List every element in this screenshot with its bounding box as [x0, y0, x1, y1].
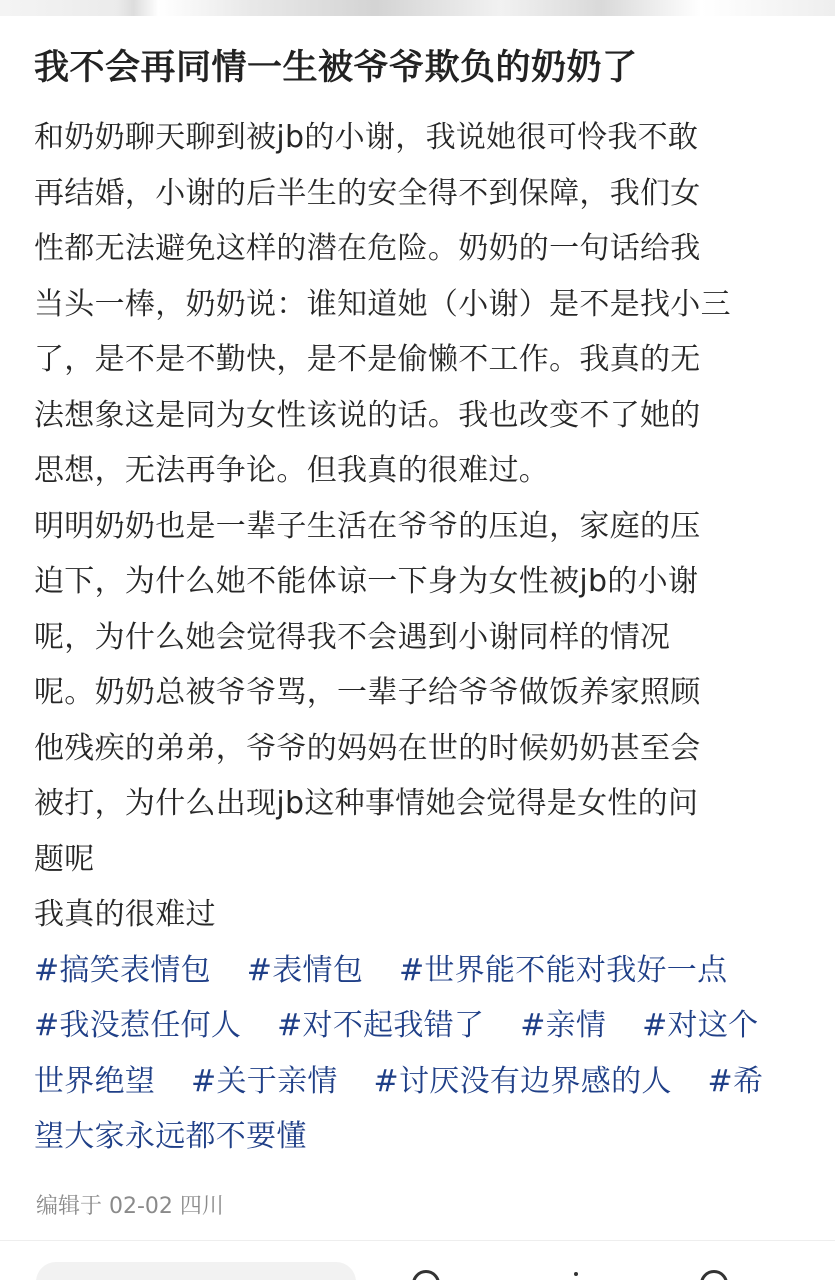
hashtag-link[interactable]: #讨厌没有边界感的人	[373, 1063, 672, 1099]
content-line: 明明奶奶也是一辈子生活在爷爷的压迫，家庭的压	[34, 508, 701, 544]
divider	[0, 1240, 835, 1241]
hashtag-link[interactable]: #世界能不能对我好一点	[398, 952, 728, 988]
hashtag-link[interactable]: #我没惹任何人	[34, 1008, 242, 1043]
content-line: 性都无法避免这样的潜在危险。奶奶的一句话给我	[34, 231, 701, 266]
content-line: 了，是不是不勤快，是不是偷懒不工作。我真的无	[34, 342, 701, 377]
hashtag-row	[34, 943, 804, 999]
hashtag-link[interactable]: #对这个	[642, 1008, 759, 1043]
content-line: 呢，为什么她会觉得我不会遇到小谢同样的情况	[34, 619, 671, 655]
hashtag-link[interactable]: #搞笑表情包	[34, 952, 211, 988]
hashtag-link[interactable]: 望大家永远都不要懂	[34, 1119, 307, 1154]
hashtag-link[interactable]: #关于亲情	[191, 1063, 338, 1099]
content-line: 我真的很难过	[34, 897, 216, 932]
content-line: 法想象这是同为女性该说的话。我也改变不了她的	[34, 397, 701, 433]
hashtag-link[interactable]: #表情包	[246, 952, 364, 988]
post-title: 我不会再同情一生被爷爷欺负的奶奶了	[34, 48, 638, 88]
comment-input[interactable]	[36, 1262, 356, 1280]
content-line: 当头一棒，奶奶说：谁知道她（小谢）是不是找小三	[34, 286, 731, 322]
hashtag-list	[34, 943, 804, 1165]
hashtag-link[interactable]: 世界绝望	[34, 1063, 156, 1099]
heart-icon[interactable]	[412, 1270, 440, 1280]
content-line: 呢。奶奶总被爷爷骂，一辈子给爷爷做饭养家照顾	[34, 675, 701, 710]
content-line: 题呢	[34, 841, 95, 877]
edit-info: 编辑于 02-02 四川	[36, 1194, 224, 1219]
hashtag-row	[34, 1054, 804, 1110]
content-line: 思想，无法再争论。但我真的很难过。	[34, 453, 550, 488]
content-line: 和奶奶聊天聊到被jb的小谢，我说她很可怜我不敢	[34, 120, 699, 155]
hashtag-row	[34, 998, 804, 1054]
hashtag-link[interactable]: #对不起我错了	[277, 1008, 485, 1043]
hashtag-link[interactable]: #希	[707, 1063, 764, 1099]
star-icon[interactable]	[562, 1270, 590, 1280]
content-line: 再结婚，小谢的后半生的安全得不到保障，我们女	[34, 175, 701, 211]
content-line: 被打，为什么出现jb这种事情她会觉得是女性的问	[34, 786, 699, 821]
bottom-action-bar	[0, 1252, 835, 1280]
content-line: 他残疾的弟弟，爷爷的妈妈在世的时候奶奶甚至会	[34, 730, 701, 766]
top-image-preview[interactable]	[0, 0, 835, 16]
hashtag-row	[34, 1109, 804, 1165]
share-icon[interactable]	[700, 1270, 728, 1280]
post-content	[34, 110, 804, 943]
content-line: 迫下，为什么她不能体谅一下身为女性被jb的小谢	[34, 564, 699, 599]
hashtag-link[interactable]: #亲情	[520, 1008, 607, 1043]
post-body	[34, 38, 804, 1165]
